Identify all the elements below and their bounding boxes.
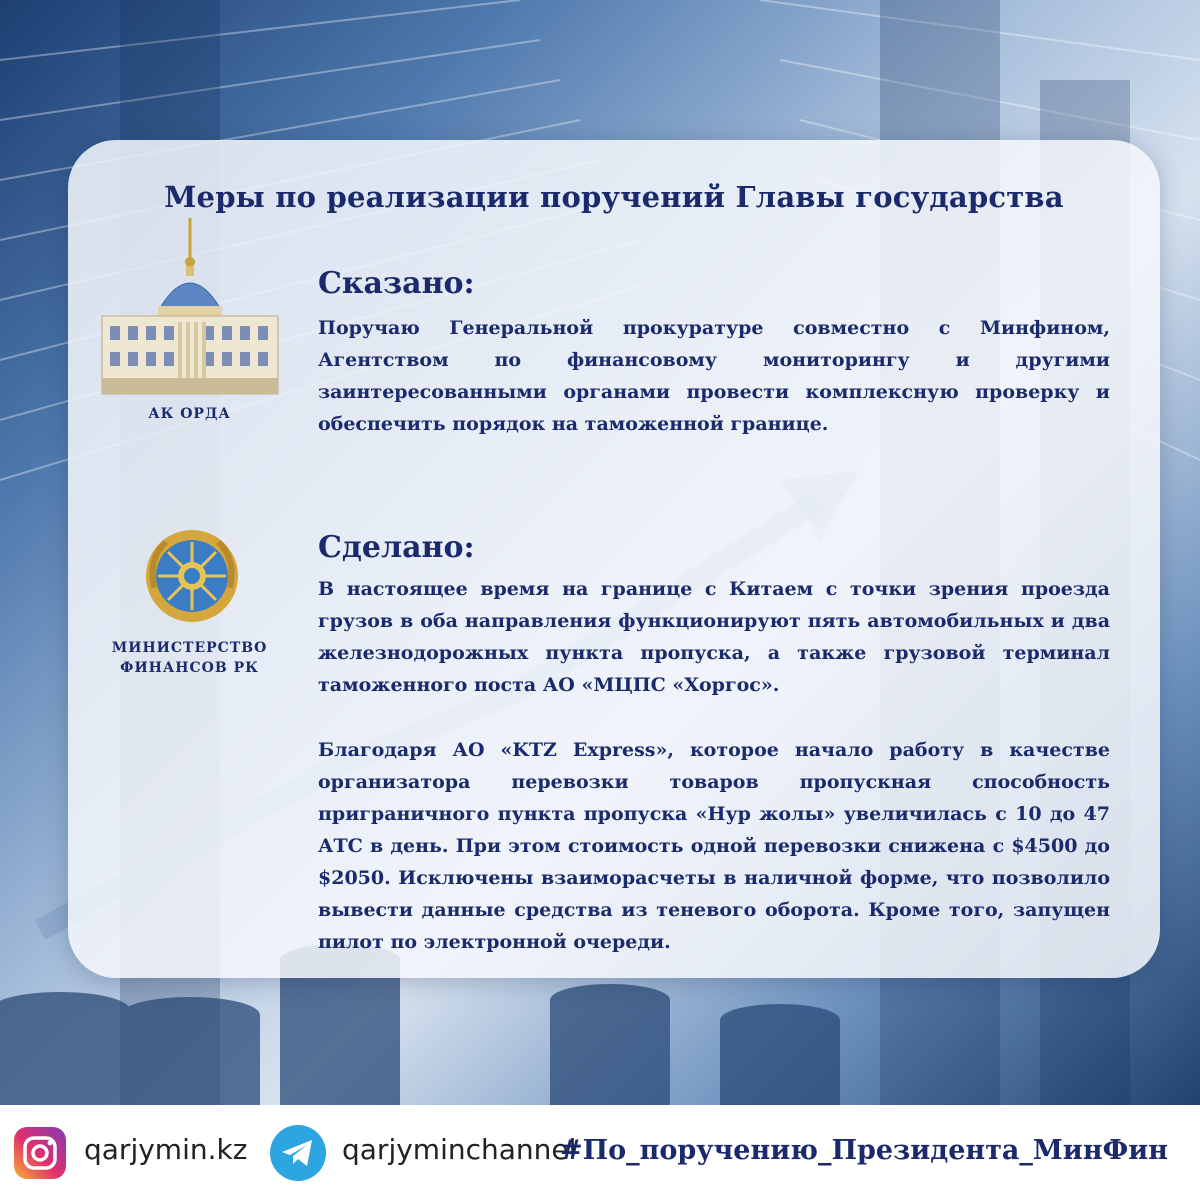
footer-bar xyxy=(0,1105,1200,1200)
content-card xyxy=(68,140,1160,978)
done-heading: Сделано: xyxy=(318,530,475,565)
instagram-icon[interactable] xyxy=(14,1127,66,1179)
said-heading: Сказано: xyxy=(318,266,475,301)
said-text: Поручаю Генеральной прокуратуре совместно с Минфином, Агентством по финансовому мониторингу и другими заинтересованными органами провести комплексную проверку и обеспечить порядок на таможенной границе. xyxy=(318,317,1110,435)
akorda-building-logo xyxy=(82,218,297,398)
done-paragraph-1: В настоящее время на границе с Китаем с точки зрения проезда грузов в оба направления функционируют пять автомобильных и два железнодорожных пункта пропуска, а также грузовой терминал таможенного поста АО «МЦПС «Хоргос». xyxy=(318,578,1110,696)
akorda-caption: АК ОРДА xyxy=(148,406,231,422)
hashtag[interactable]: #По_поручению_Президента_МинФин xyxy=(559,1135,1168,1166)
kazakhstan-emblem-logo xyxy=(144,528,240,624)
telegram-handle[interactable]: qarjyminchannel xyxy=(342,1133,577,1166)
ministry-caption-line2: ФИНАНСОВ РК xyxy=(120,660,259,676)
done-paragraph-2: Благодаря АО «KTZ Express», которое начало работу в качестве организатора перевозки товаров пропускная способность приграничного пункта пропуска «Нур жолы» увеличилась с 10 до 47 АТС в день. При этом стоимость одной перевозки снижена с $4500 до $2050. Исключены взаиморасчеты в наличной форме, что позволило вывести данные средства из теневого оборота. Кроме того, запущен пилот по электронной очереди. xyxy=(318,739,1110,953)
ministry-caption xyxy=(82,638,297,678)
page-title: Меры по реализации поручений Главы государства xyxy=(164,180,1064,214)
ministry-caption-line1: МИНИСТЕРСТВО xyxy=(111,640,268,656)
telegram-icon[interactable] xyxy=(270,1125,326,1181)
instagram-handle[interactable]: qarjymin.kz xyxy=(84,1133,248,1166)
